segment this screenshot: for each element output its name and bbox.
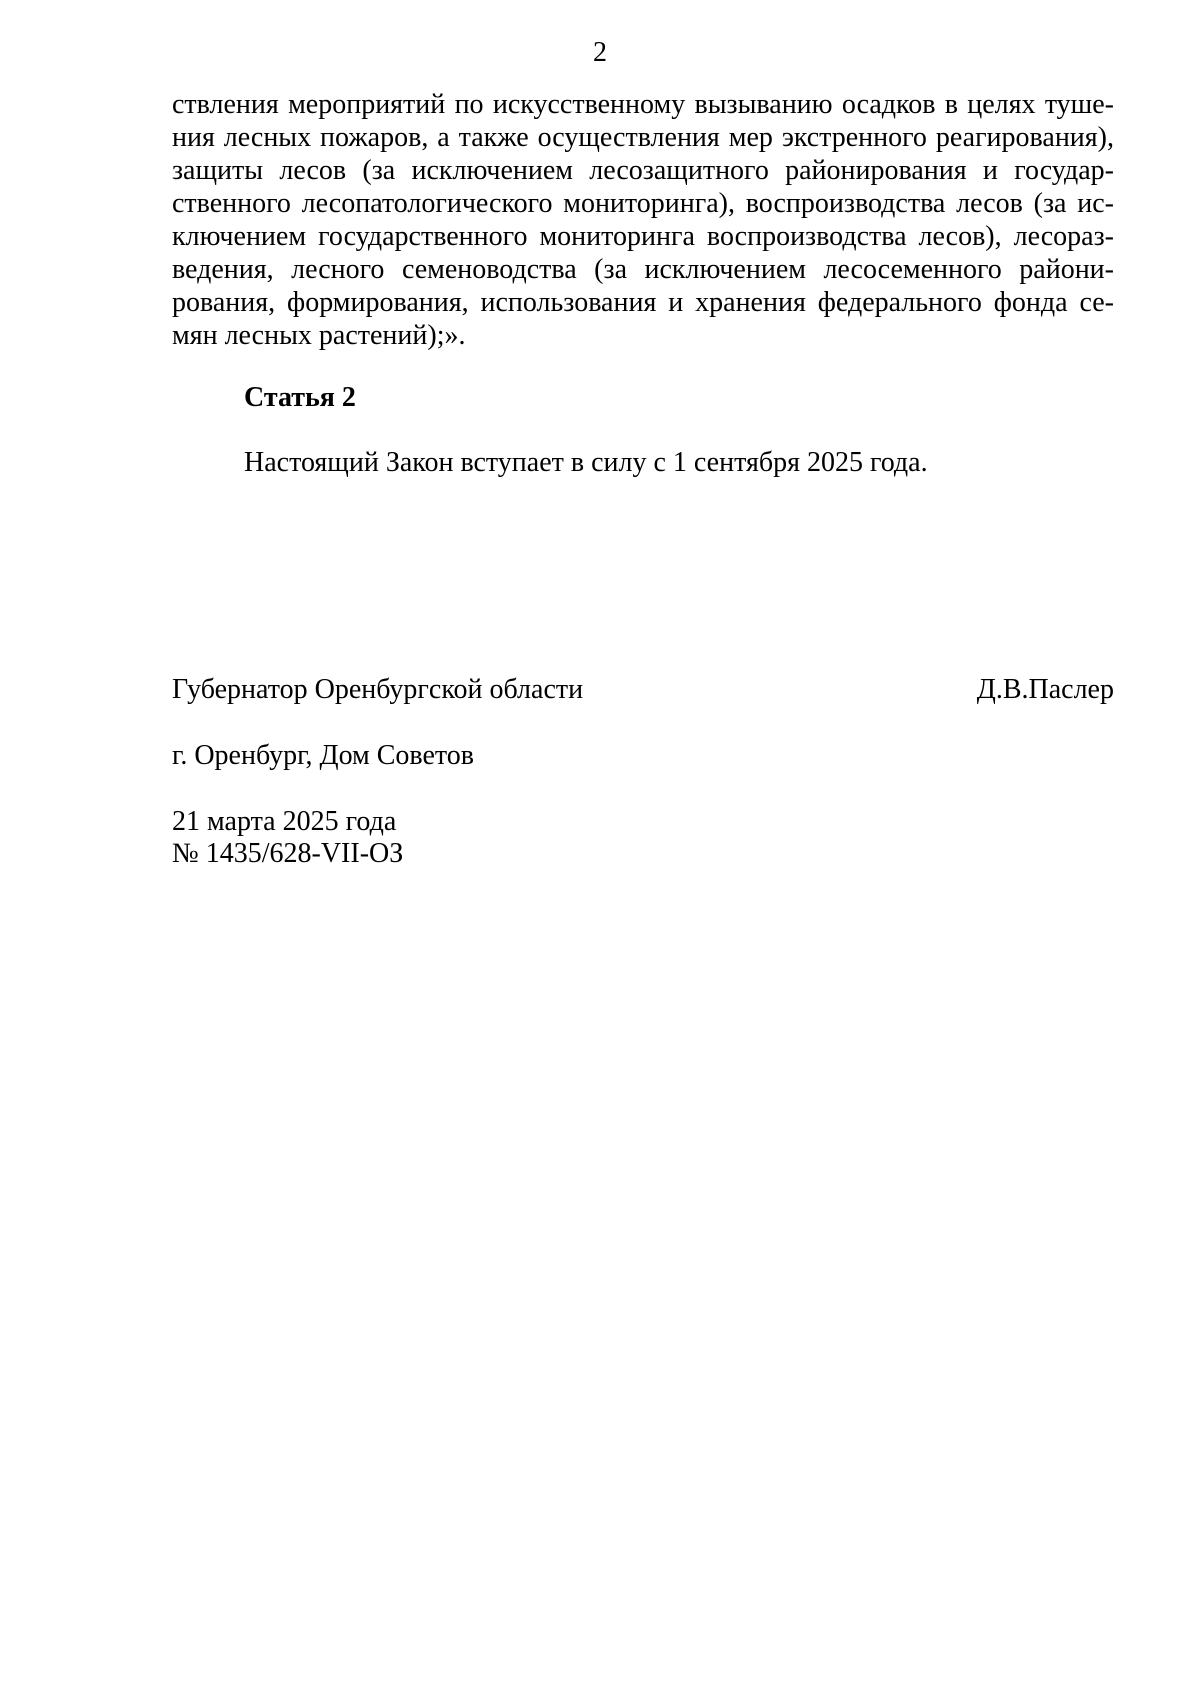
paragraph-line: ведения, лесного семеноводства (за исключением лесосеменного райони- — [172, 254, 1114, 285]
paragraph-line: ственного лесопатологического мониторинга), воспроизводства лесов (за ис- — [172, 188, 1114, 219]
paragraph-line: ствления мероприятий по искусственному вызыванию осадков в целях туше- — [172, 89, 1114, 120]
article-text: Настоящий Закон вступает в силу с 1 сентября 2025 года. — [244, 447, 928, 478]
signatory-name: Д.В.Паслер — [976, 674, 1114, 705]
paragraph-line: защиты лесов (за исключением лесозащитного районирования и государ- — [172, 155, 1114, 186]
paragraph-line: мян лесных растений);». — [172, 320, 466, 351]
paragraph-line: ключением государственного мониторинга воспроизводства лесов), лесораз- — [172, 221, 1114, 252]
page-number: 2 — [593, 37, 607, 68]
article-heading: Статья 2 — [244, 382, 356, 413]
signing-date: 21 марта 2025 года — [172, 806, 397, 837]
law-number: № 1435/628-VII-ОЗ — [172, 838, 404, 869]
continued-paragraph — [172, 88, 1114, 352]
paragraph-line: рования, формирования, использования и хранения федерального фонда се- — [172, 287, 1114, 318]
paragraph-line: ния лесных пожаров, а также осуществления мер экстренного реагирования), — [172, 122, 1114, 153]
signing-place: г. Оренбург, Дом Советов — [172, 740, 474, 771]
signatory-title: Губернатор Оренбургской области — [172, 674, 584, 705]
